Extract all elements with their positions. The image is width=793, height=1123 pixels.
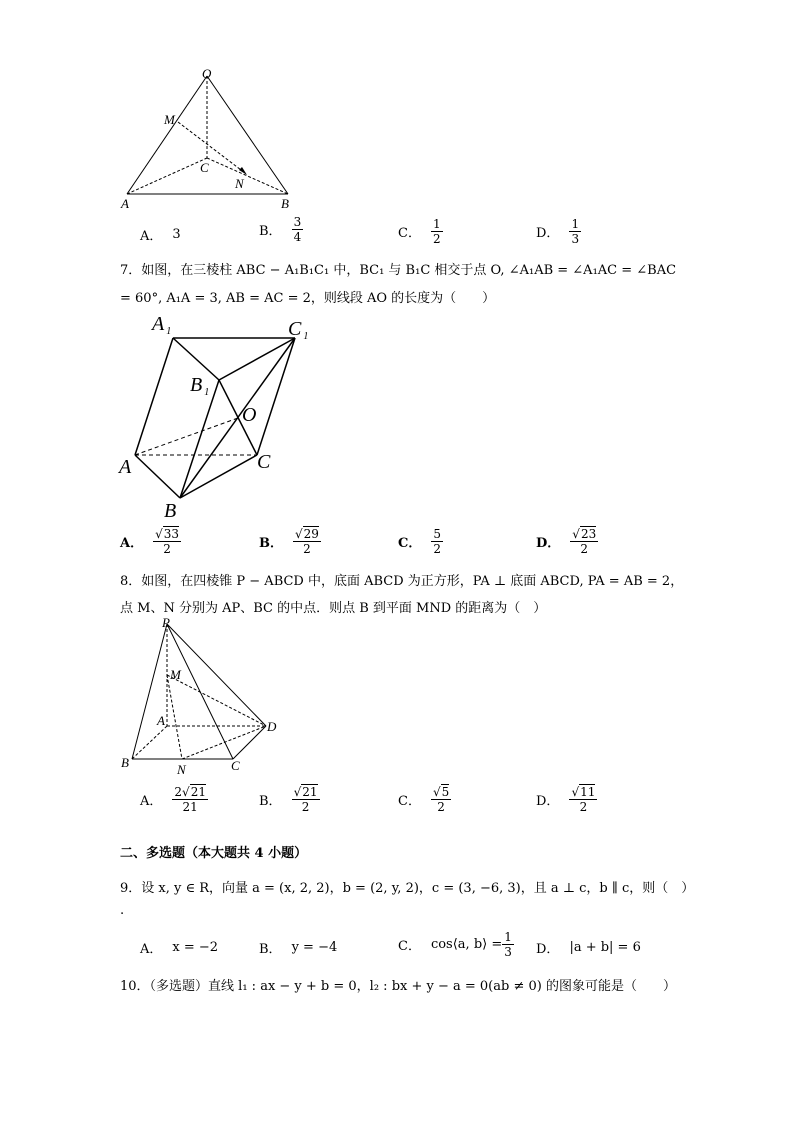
label-B: B: [281, 196, 289, 211]
label-B: B: [121, 755, 129, 770]
label-O: O: [242, 404, 257, 426]
q6-figure: [110, 60, 310, 215]
q7-stem-line2: = 60°, A₁A = 3, AB = AC = 2，则线段 AO 的长度为（ ）: [120, 291, 496, 306]
label-B1: B $_1$: [190, 374, 210, 398]
q9-option-a[interactable]: A． x = −2: [140, 940, 219, 957]
q8-option-d[interactable]: D． $\frac{√11}{2}$: [536, 785, 596, 814]
label-P: P: [162, 615, 170, 630]
q7-option-d[interactable]: D． $\frac{√23}{2}$: [536, 527, 597, 556]
q7-option-c[interactable]: C． $\frac{5}{2}$: [398, 527, 441, 556]
label-N: N: [177, 762, 186, 777]
label-D: D: [267, 719, 277, 734]
q8-figure: [110, 612, 300, 777]
label-M: M: [170, 667, 181, 682]
q8-option-b[interactable]: B． $\frac{√21}{2}$: [259, 785, 318, 814]
label-C: C: [257, 451, 271, 473]
q8-stem-line1: 8．如图，在四棱锥 P − ABCD 中，底面 ABCD 为正方形，PA ⊥ 底面 ABCD, PA = AB = 2，: [120, 574, 684, 589]
label-A: A: [157, 713, 165, 728]
label-C: C: [231, 758, 240, 773]
q9-stem-line2: .: [120, 903, 125, 918]
label-A: A: [121, 196, 129, 211]
q9-stem-line1: 9．设 x, y ∈ R，向量 a = (x, 2, 2)，b = (2, y, 2)，c = (3, −6, 3)，且 a ⊥ c，b ∥ c，则（ ）: [120, 881, 695, 896]
label-A: A: [119, 456, 132, 478]
label-O: O: [202, 66, 212, 81]
q6-option-c[interactable]: C． $\frac{1}{2}$: [398, 217, 441, 246]
q6-option-a[interactable]: A． 3: [140, 227, 181, 244]
q7-figure: [110, 308, 330, 523]
q8-stem-line2: 点 M、N 分别为 AP、BC 的中点．则点 B 到平面 MND 的距离为（ ）: [120, 601, 547, 616]
label-N: N: [235, 176, 244, 191]
label-C1: C $_1$: [288, 318, 309, 342]
label-C: C: [200, 160, 209, 175]
q9-option-c[interactable]: C． cos⟨a, b⟩ = $\frac{1}{3}$: [398, 930, 512, 959]
q7-option-b[interactable]: B． $\frac{√29}{2}$: [259, 527, 319, 556]
label-B: B: [164, 500, 177, 522]
label-A1: A $_1$: [152, 313, 172, 337]
label-M: M: [164, 112, 175, 127]
q10-stem-line1: 10．（多选题）直线 l₁ : ax − y + b = 0，l₂ : bx + y − a = 0(ab ≠ 0) 的图象可能是（ ）: [120, 979, 676, 994]
q9-option-b[interactable]: B． y = −4: [259, 940, 338, 957]
q6-option-d[interactable]: D． $\frac{1}{3}$: [536, 217, 580, 246]
q8-option-c[interactable]: C． $\frac{√5}{2}$: [398, 785, 450, 814]
q7-stem-line1: 7．如图，在三棱柱 ABC − A₁B₁C₁ 中，BC₁ 与 B₁C 相交于点 O, ∠A₁AB = ∠A₁AC = ∠BAC: [120, 263, 677, 278]
q7-option-a[interactable]: A． $\frac{√33}{2}$: [120, 527, 180, 556]
section-title: 二、多选题（本大题共 4 小题）: [120, 846, 308, 861]
q6-option-b[interactable]: B． $\frac{3}{4}$: [259, 215, 302, 244]
q9-option-d[interactable]: D． |a + b| = 6: [536, 940, 641, 957]
q8-option-a[interactable]: A． $\frac{2√21}{21}$: [140, 785, 206, 814]
